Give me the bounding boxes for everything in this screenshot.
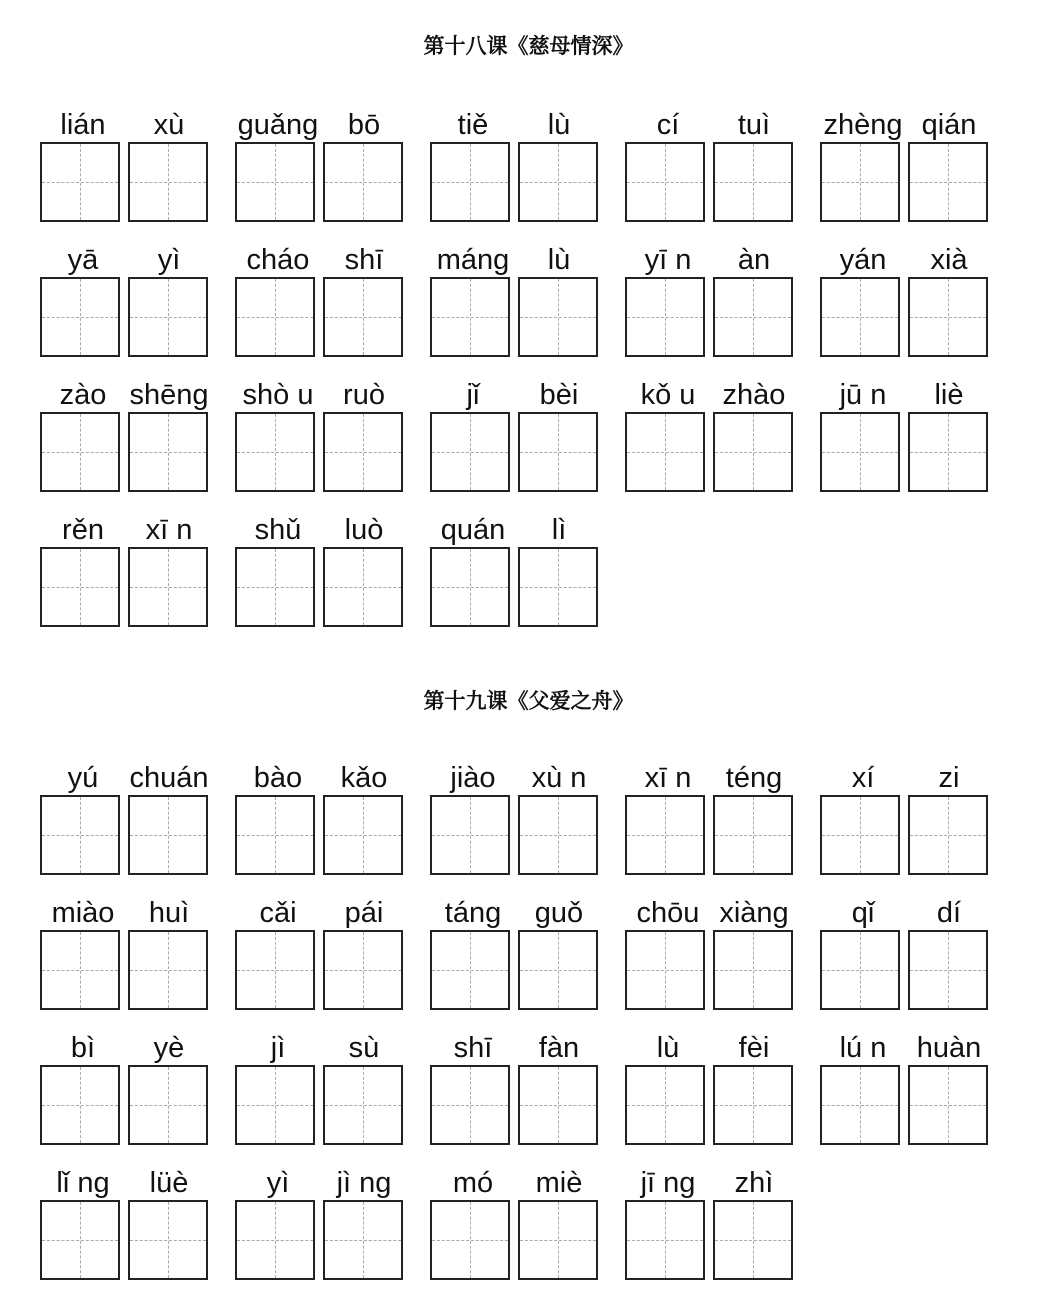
pinyin-label: dí — [936, 897, 962, 929]
writing-box[interactable] — [713, 1200, 793, 1280]
pinyin-label: rěn — [62, 514, 104, 546]
writing-box[interactable] — [235, 795, 315, 875]
pinyin-label: lì — [551, 514, 567, 546]
writing-box[interactable] — [713, 1065, 793, 1145]
word-group — [40, 1028, 212, 1158]
writing-box[interactable] — [713, 795, 793, 875]
pinyin-label: cǎi — [259, 897, 297, 929]
writing-box[interactable] — [40, 277, 120, 357]
writing-box[interactable] — [518, 547, 598, 627]
word-group — [820, 240, 992, 370]
writing-box[interactable] — [235, 412, 315, 492]
pinyin-label: yì — [157, 244, 181, 276]
writing-box[interactable] — [713, 412, 793, 492]
pinyin-label: lǐ ng — [56, 1167, 110, 1199]
writing-box[interactable] — [908, 277, 988, 357]
writing-box[interactable] — [625, 795, 705, 875]
pinyin-label: quán — [440, 514, 506, 546]
writing-box[interactable] — [625, 1065, 705, 1145]
pinyin-label: yè — [153, 1032, 185, 1064]
pinyin-label: àn — [737, 244, 771, 276]
word-group — [40, 1163, 212, 1293]
writing-box[interactable] — [40, 547, 120, 627]
word-group — [40, 893, 212, 1023]
writing-box[interactable] — [518, 930, 598, 1010]
writing-box[interactable] — [128, 1200, 208, 1280]
pinyin-label: miè — [535, 1167, 583, 1199]
pinyin-label: sù — [348, 1032, 380, 1064]
pinyin-label: lù — [547, 244, 571, 276]
pinyin-label: shò u — [242, 379, 314, 411]
writing-box[interactable] — [40, 930, 120, 1010]
lesson-title: 第十九课《父爱之舟》 — [423, 688, 634, 713]
pinyin-label: guǎng — [237, 109, 319, 141]
writing-box[interactable] — [323, 547, 403, 627]
pinyin-label: yì — [266, 1167, 290, 1199]
word-group — [235, 1028, 407, 1158]
writing-box[interactable] — [128, 547, 208, 627]
pinyin-label: fèi — [738, 1032, 770, 1064]
pinyin-label: xiàng — [719, 897, 789, 929]
word-group — [820, 893, 992, 1023]
writing-box[interactable] — [40, 142, 120, 222]
pinyin-label: táng — [444, 897, 502, 929]
pinyin-label: xī n — [145, 514, 193, 546]
writing-box[interactable] — [430, 795, 510, 875]
pinyin-label: jǐ — [466, 379, 480, 411]
writing-box[interactable] — [908, 412, 988, 492]
word-group — [430, 105, 602, 235]
pinyin-label: liè — [934, 379, 964, 411]
writing-box[interactable] — [713, 142, 793, 222]
writing-box[interactable] — [518, 1065, 598, 1145]
writing-box[interactable] — [128, 930, 208, 1010]
word-group — [625, 375, 797, 505]
writing-box[interactable] — [625, 930, 705, 1010]
pinyin-label: shī — [453, 1032, 493, 1064]
pinyin-label: xù — [153, 109, 185, 141]
pinyin-label: pái — [344, 897, 384, 929]
word-group — [430, 375, 602, 505]
pinyin-label: luò — [344, 514, 384, 546]
pinyin-label: jiào — [450, 762, 496, 794]
pinyin-label: zhèng — [823, 109, 903, 141]
writing-box[interactable] — [430, 277, 510, 357]
word-group — [820, 758, 992, 888]
word-group — [820, 105, 992, 235]
pinyin-label: huàn — [916, 1032, 982, 1064]
writing-box[interactable] — [235, 1065, 315, 1145]
pinyin-label: téng — [725, 762, 783, 794]
lesson-title: 第十八课《慈母情深》 — [423, 33, 634, 58]
pinyin-label: jì — [270, 1032, 286, 1064]
writing-box[interactable] — [323, 930, 403, 1010]
writing-box[interactable] — [430, 142, 510, 222]
pinyin-label: xī n — [644, 762, 692, 794]
pinyin-label: zi — [938, 762, 960, 794]
word-group — [235, 1163, 407, 1293]
word-group — [235, 758, 407, 888]
word-group — [625, 1028, 797, 1158]
writing-box[interactable] — [518, 412, 598, 492]
pinyin-label: lüè — [149, 1167, 189, 1199]
writing-box[interactable] — [323, 1065, 403, 1145]
pinyin-label: ruò — [343, 379, 385, 411]
word-group — [430, 240, 602, 370]
word-group — [625, 758, 797, 888]
writing-box[interactable] — [128, 412, 208, 492]
word-group — [40, 510, 212, 640]
pinyin-label: bō — [347, 109, 381, 141]
writing-box[interactable] — [518, 277, 598, 357]
writing-box[interactable] — [235, 277, 315, 357]
pinyin-label: bào — [253, 762, 303, 794]
pinyin-label: xià — [930, 244, 968, 276]
pinyin-label: cháo — [246, 244, 310, 276]
writing-box[interactable] — [40, 795, 120, 875]
pinyin-label: yú — [67, 762, 99, 794]
writing-box[interactable] — [40, 412, 120, 492]
writing-box[interactable] — [430, 1065, 510, 1145]
pinyin-label: lù — [547, 109, 571, 141]
word-group — [430, 1163, 602, 1293]
writing-box[interactable] — [820, 142, 900, 222]
pinyin-label: máng — [436, 244, 510, 276]
word-group — [625, 105, 797, 235]
pinyin-label: qǐ — [851, 897, 875, 929]
pinyin-label: shǔ — [254, 514, 302, 546]
pinyin-label: huì — [148, 897, 190, 929]
writing-box[interactable] — [323, 412, 403, 492]
word-group — [625, 893, 797, 1023]
word-group — [235, 240, 407, 370]
writing-box[interactable] — [323, 1200, 403, 1280]
writing-box[interactable] — [908, 795, 988, 875]
pinyin-label: miào — [51, 897, 115, 929]
writing-box[interactable] — [323, 142, 403, 222]
pinyin-label: tiě — [457, 109, 489, 141]
writing-box[interactable] — [235, 142, 315, 222]
pinyin-label: zhì — [734, 1167, 774, 1199]
pinyin-label: yī n — [644, 244, 692, 276]
word-group — [625, 240, 797, 370]
word-group — [430, 1028, 602, 1158]
writing-box[interactable] — [625, 142, 705, 222]
word-group — [235, 375, 407, 505]
pinyin-label: zhào — [722, 379, 786, 411]
writing-box[interactable] — [820, 1065, 900, 1145]
writing-box[interactable] — [518, 795, 598, 875]
writing-box[interactable] — [820, 795, 900, 875]
pinyin-label: chuán — [129, 762, 209, 794]
writing-box[interactable] — [518, 1200, 598, 1280]
writing-box[interactable] — [625, 277, 705, 357]
writing-box[interactable] — [908, 1065, 988, 1145]
word-group — [40, 758, 212, 888]
pinyin-label: jī ng — [640, 1167, 696, 1199]
writing-box[interactable] — [625, 1200, 705, 1280]
word-group — [820, 1028, 992, 1158]
pinyin-label: fàn — [538, 1032, 580, 1064]
pinyin-label: lù — [656, 1032, 680, 1064]
pinyin-label: qián — [921, 109, 977, 141]
pinyin-label: mó — [452, 1167, 494, 1199]
writing-box[interactable] — [430, 547, 510, 627]
pinyin-label: yā — [67, 244, 99, 276]
writing-box[interactable] — [820, 930, 900, 1010]
writing-box[interactable] — [323, 795, 403, 875]
word-group — [820, 375, 992, 505]
word-group — [235, 893, 407, 1023]
writing-box[interactable] — [430, 412, 510, 492]
pinyin-label: kǎo — [340, 762, 388, 794]
writing-box[interactable] — [323, 277, 403, 357]
writing-box[interactable] — [128, 277, 208, 357]
writing-box[interactable] — [713, 277, 793, 357]
pinyin-label: bì — [70, 1032, 96, 1064]
writing-box[interactable] — [820, 412, 900, 492]
pinyin-label: cí — [656, 109, 680, 141]
writing-box[interactable] — [625, 412, 705, 492]
pinyin-label: guǒ — [534, 897, 584, 929]
pinyin-label: chōu — [636, 897, 700, 929]
pinyin-label: tuì — [737, 109, 771, 141]
word-group — [40, 105, 212, 235]
pinyin-label: yán — [839, 244, 887, 276]
pinyin-label: shī — [344, 244, 384, 276]
pinyin-label: bèi — [539, 379, 579, 411]
word-group — [235, 510, 407, 640]
writing-box[interactable] — [820, 277, 900, 357]
writing-box[interactable] — [128, 142, 208, 222]
pinyin-label: lú n — [839, 1032, 887, 1064]
pinyin-label: kǒ u — [640, 379, 696, 411]
word-group — [430, 510, 602, 640]
writing-box[interactable] — [430, 930, 510, 1010]
pinyin-label: xí — [851, 762, 875, 794]
word-group — [235, 105, 407, 235]
pinyin-label: xù n — [531, 762, 587, 794]
word-group — [625, 1163, 797, 1293]
pinyin-label: shēng — [129, 379, 209, 411]
writing-box[interactable] — [235, 547, 315, 627]
writing-box[interactable] — [235, 930, 315, 1010]
pinyin-label: zào — [59, 379, 107, 411]
pinyin-label: lián — [60, 109, 106, 141]
word-group — [40, 240, 212, 370]
writing-box[interactable] — [128, 1065, 208, 1145]
writing-box[interactable] — [518, 142, 598, 222]
writing-box[interactable] — [430, 1200, 510, 1280]
pinyin-label: jū n — [839, 379, 887, 411]
word-group — [40, 375, 212, 505]
word-group — [430, 758, 602, 888]
word-group — [430, 893, 602, 1023]
writing-box[interactable] — [128, 795, 208, 875]
writing-box[interactable] — [40, 1065, 120, 1145]
writing-box[interactable] — [235, 1200, 315, 1280]
writing-box[interactable] — [40, 1200, 120, 1280]
pinyin-label: jì ng — [336, 1167, 392, 1199]
writing-box[interactable] — [908, 142, 988, 222]
writing-box[interactable] — [713, 930, 793, 1010]
writing-box[interactable] — [908, 930, 988, 1010]
